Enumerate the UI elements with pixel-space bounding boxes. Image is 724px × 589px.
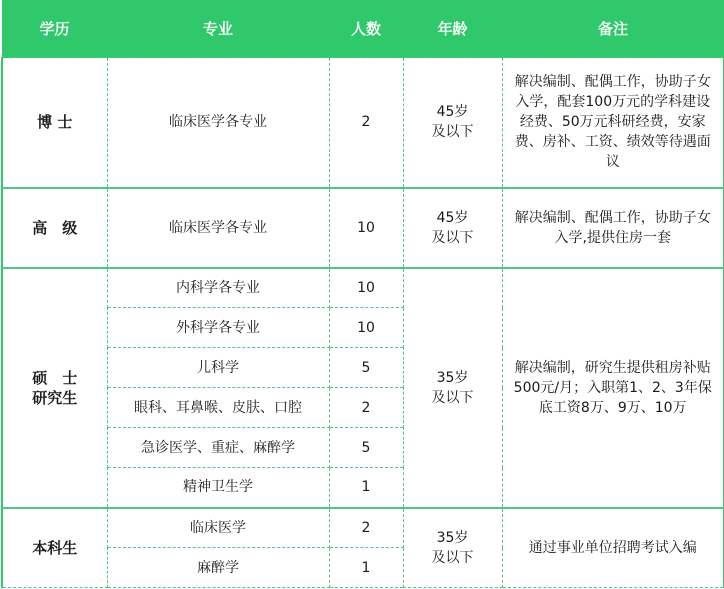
- major-cell: 外科学各专业: [107, 308, 329, 348]
- major-cell: 临床医学各专业: [107, 188, 329, 268]
- header-note: 备注: [502, 0, 724, 58]
- count-cell: 1: [329, 468, 403, 508]
- major-cell: 儿科学: [107, 348, 329, 388]
- major-cell: 临床医学: [107, 508, 329, 548]
- count-cell: 2: [329, 388, 403, 428]
- header-major: 专业: [107, 0, 329, 58]
- header-row: [2, 0, 724, 58]
- education-cell-bachelor: 本科生: [2, 508, 107, 588]
- age-cell: 45岁 及以下: [403, 188, 502, 268]
- count-cell: 2: [329, 508, 403, 548]
- age-cell: 45岁 及以下: [403, 58, 502, 188]
- table-row-senior: [2, 188, 724, 268]
- major-cell: 内科学各专业: [107, 268, 329, 308]
- header-age: 年龄: [403, 0, 502, 58]
- note-cell-bachelor: 通过事业单位招聘考试入编: [502, 508, 724, 588]
- count-cell: 10: [329, 268, 403, 308]
- count-cell: 5: [329, 348, 403, 388]
- education-cell-phd: 博 士: [2, 58, 107, 188]
- major-cell: 临床医学各专业: [107, 58, 329, 188]
- count-cell: 5: [329, 428, 403, 468]
- major-cell: 麻醉学: [107, 548, 329, 588]
- count-cell: 10: [329, 188, 403, 268]
- major-cell: 急诊医学、重症、麻醉学: [107, 428, 329, 468]
- age-cell-master: 35岁 及以下: [403, 268, 502, 508]
- count-cell: 1: [329, 548, 403, 588]
- note-cell-master: 解决编制，研究生提供租房补贴500元/月；入职第1、2、3年保底工资8万、9万、10万: [502, 268, 724, 508]
- count-cell: 10: [329, 308, 403, 348]
- note-cell: 解决编制、配偶工作，协助子女入学，配套100万元的学科建设经费、50万元科研经费，安家费、房补、工资、绩效等待遇面议: [502, 58, 724, 188]
- recruitment-table: [1, 0, 724, 588]
- major-cell: 精神卫生学: [107, 468, 329, 508]
- education-cell-senior: 高 级: [2, 188, 107, 268]
- age-cell-bachelor: 35岁 及以下: [403, 508, 502, 588]
- note-cell: 解决编制、配偶工作，协助子女入学,提供住房一套: [502, 188, 724, 268]
- header-education: 学历: [2, 0, 107, 58]
- table-row-bachelor: [2, 508, 724, 548]
- count-cell: 2: [329, 58, 403, 188]
- table-row-phd: [2, 58, 724, 188]
- header-count: 人数: [329, 0, 403, 58]
- table-row-master: [2, 268, 724, 308]
- education-cell-master: 硕 士 研究生: [2, 268, 107, 508]
- major-cell: 眼科、耳鼻喉、皮肤、口腔: [107, 388, 329, 428]
